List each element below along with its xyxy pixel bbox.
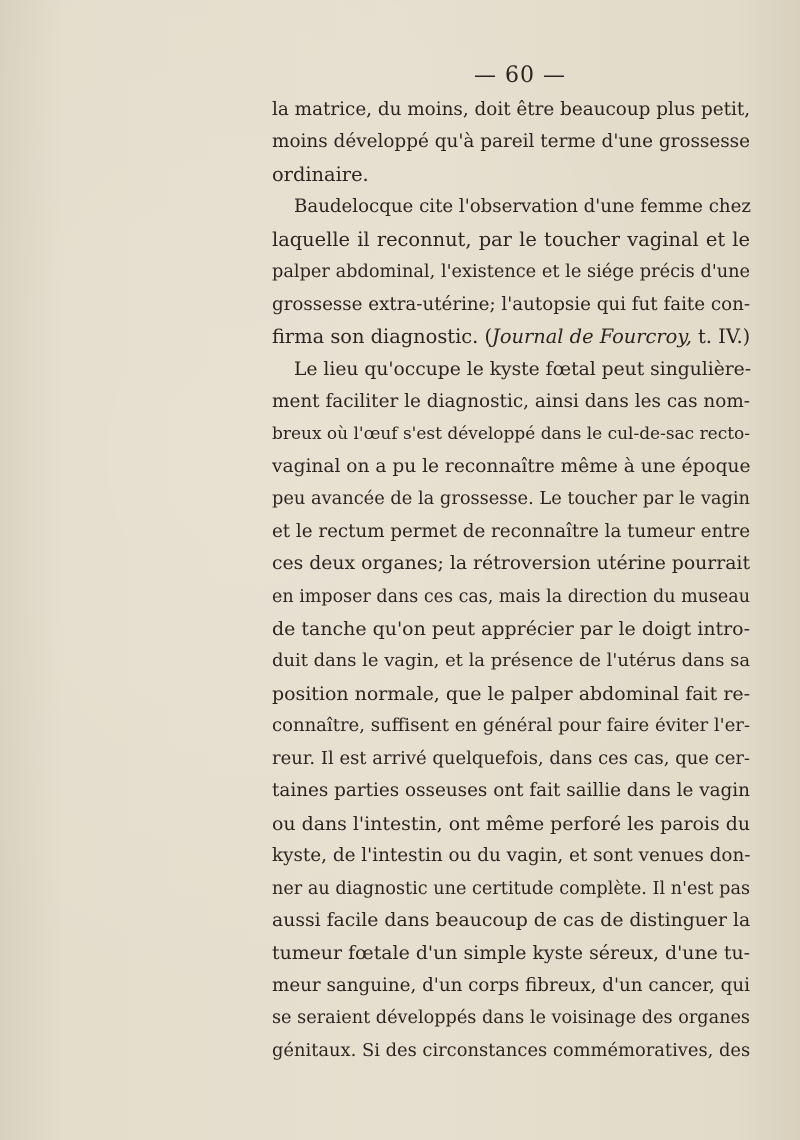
text-line: moins développé qu'à pareil terme d'une grossesse (272, 131, 750, 153)
text-line: duit dans le vagin, et la présence de l'utérus dans sa (272, 650, 750, 672)
text-line: ner au diagnostic une certitude complète. Il n'est pas (272, 878, 750, 899)
citation-journal: Journal de Fourcroy, (492, 325, 692, 349)
text-line: grossesse extra-utérine; l'autopsie qui fut faite con- (272, 293, 750, 315)
text-line: génitaux. Si des circonstances commémoratives, des (272, 1039, 751, 1061)
text-line: laquelle il reconnut, par le toucher vaginal et le (272, 227, 750, 251)
citation-prefix: firma son diagnostic. ( (272, 325, 493, 349)
text-line: ordinaire. (272, 162, 369, 186)
text-line: kyste, de l'intestin ou du vagin, et sont venues don- (272, 845, 751, 867)
text-line: aussi facile dans beaucoup de cas de distinguer la (272, 909, 751, 931)
text-line: en imposer dans ces cas, mais la direction du museau (272, 586, 750, 607)
page-number: — 60 — (474, 63, 566, 88)
paragraph-start-line: Le lieu qu'occupe le kyste fœtal peut singulière- (294, 358, 752, 380)
text-line: breux où l'œuf s'est développé dans le cul-de-sac recto- (272, 424, 750, 445)
text-line: et le rectum permet de reconnaître la tumeur entre (272, 520, 751, 542)
body-text (272, 94, 750, 1067)
citation-line (272, 321, 750, 353)
text-line: connaître, suffisent en général pour faire éviter l'er- (272, 715, 750, 737)
text-line: la matrice, du moins, doit être beaucoup plus petit, (272, 99, 751, 120)
text-line: tumeur fœtale d'un simple kyste séreux, d'une tu- (272, 942, 750, 965)
citation-suffix: t. IV.) (691, 325, 751, 349)
text-line: ou dans l'intestin, ont même perforé les parois du (272, 812, 750, 835)
paragraph-start-line: Baudelocque cite l'observation d'une femme chez (294, 196, 751, 218)
text-line: meur sanguine, d'un corps fibreux, d'un cancer, qui (272, 974, 750, 996)
text-line: ment faciliter le diagnostic, ainsi dans les cas nom- (272, 390, 750, 412)
text-line: vaginal on a pu le reconnaître même à une époque (272, 455, 751, 477)
text-line: de tanche qu'on peut apprécier par le doigt intro- (272, 618, 750, 640)
text-line: position normale, que le palper abdominal fait re- (272, 682, 750, 705)
text-line: taines parties osseuses ont fait saillie dans le vagin (272, 780, 750, 802)
text-line: ces deux organes; la rétroversion utérine pourrait (272, 553, 750, 575)
text-line: reur. Il est arrivé quelquefois, dans ces cas, que cer- (272, 747, 750, 769)
text-line: peu avancée de la grossesse. Le toucher par le vagin (272, 488, 750, 510)
text-line: palper abdominal, l'existence et le siége précis d'une (272, 262, 750, 283)
text-line: se seraient développés dans le voisinage des organes (272, 1008, 750, 1029)
